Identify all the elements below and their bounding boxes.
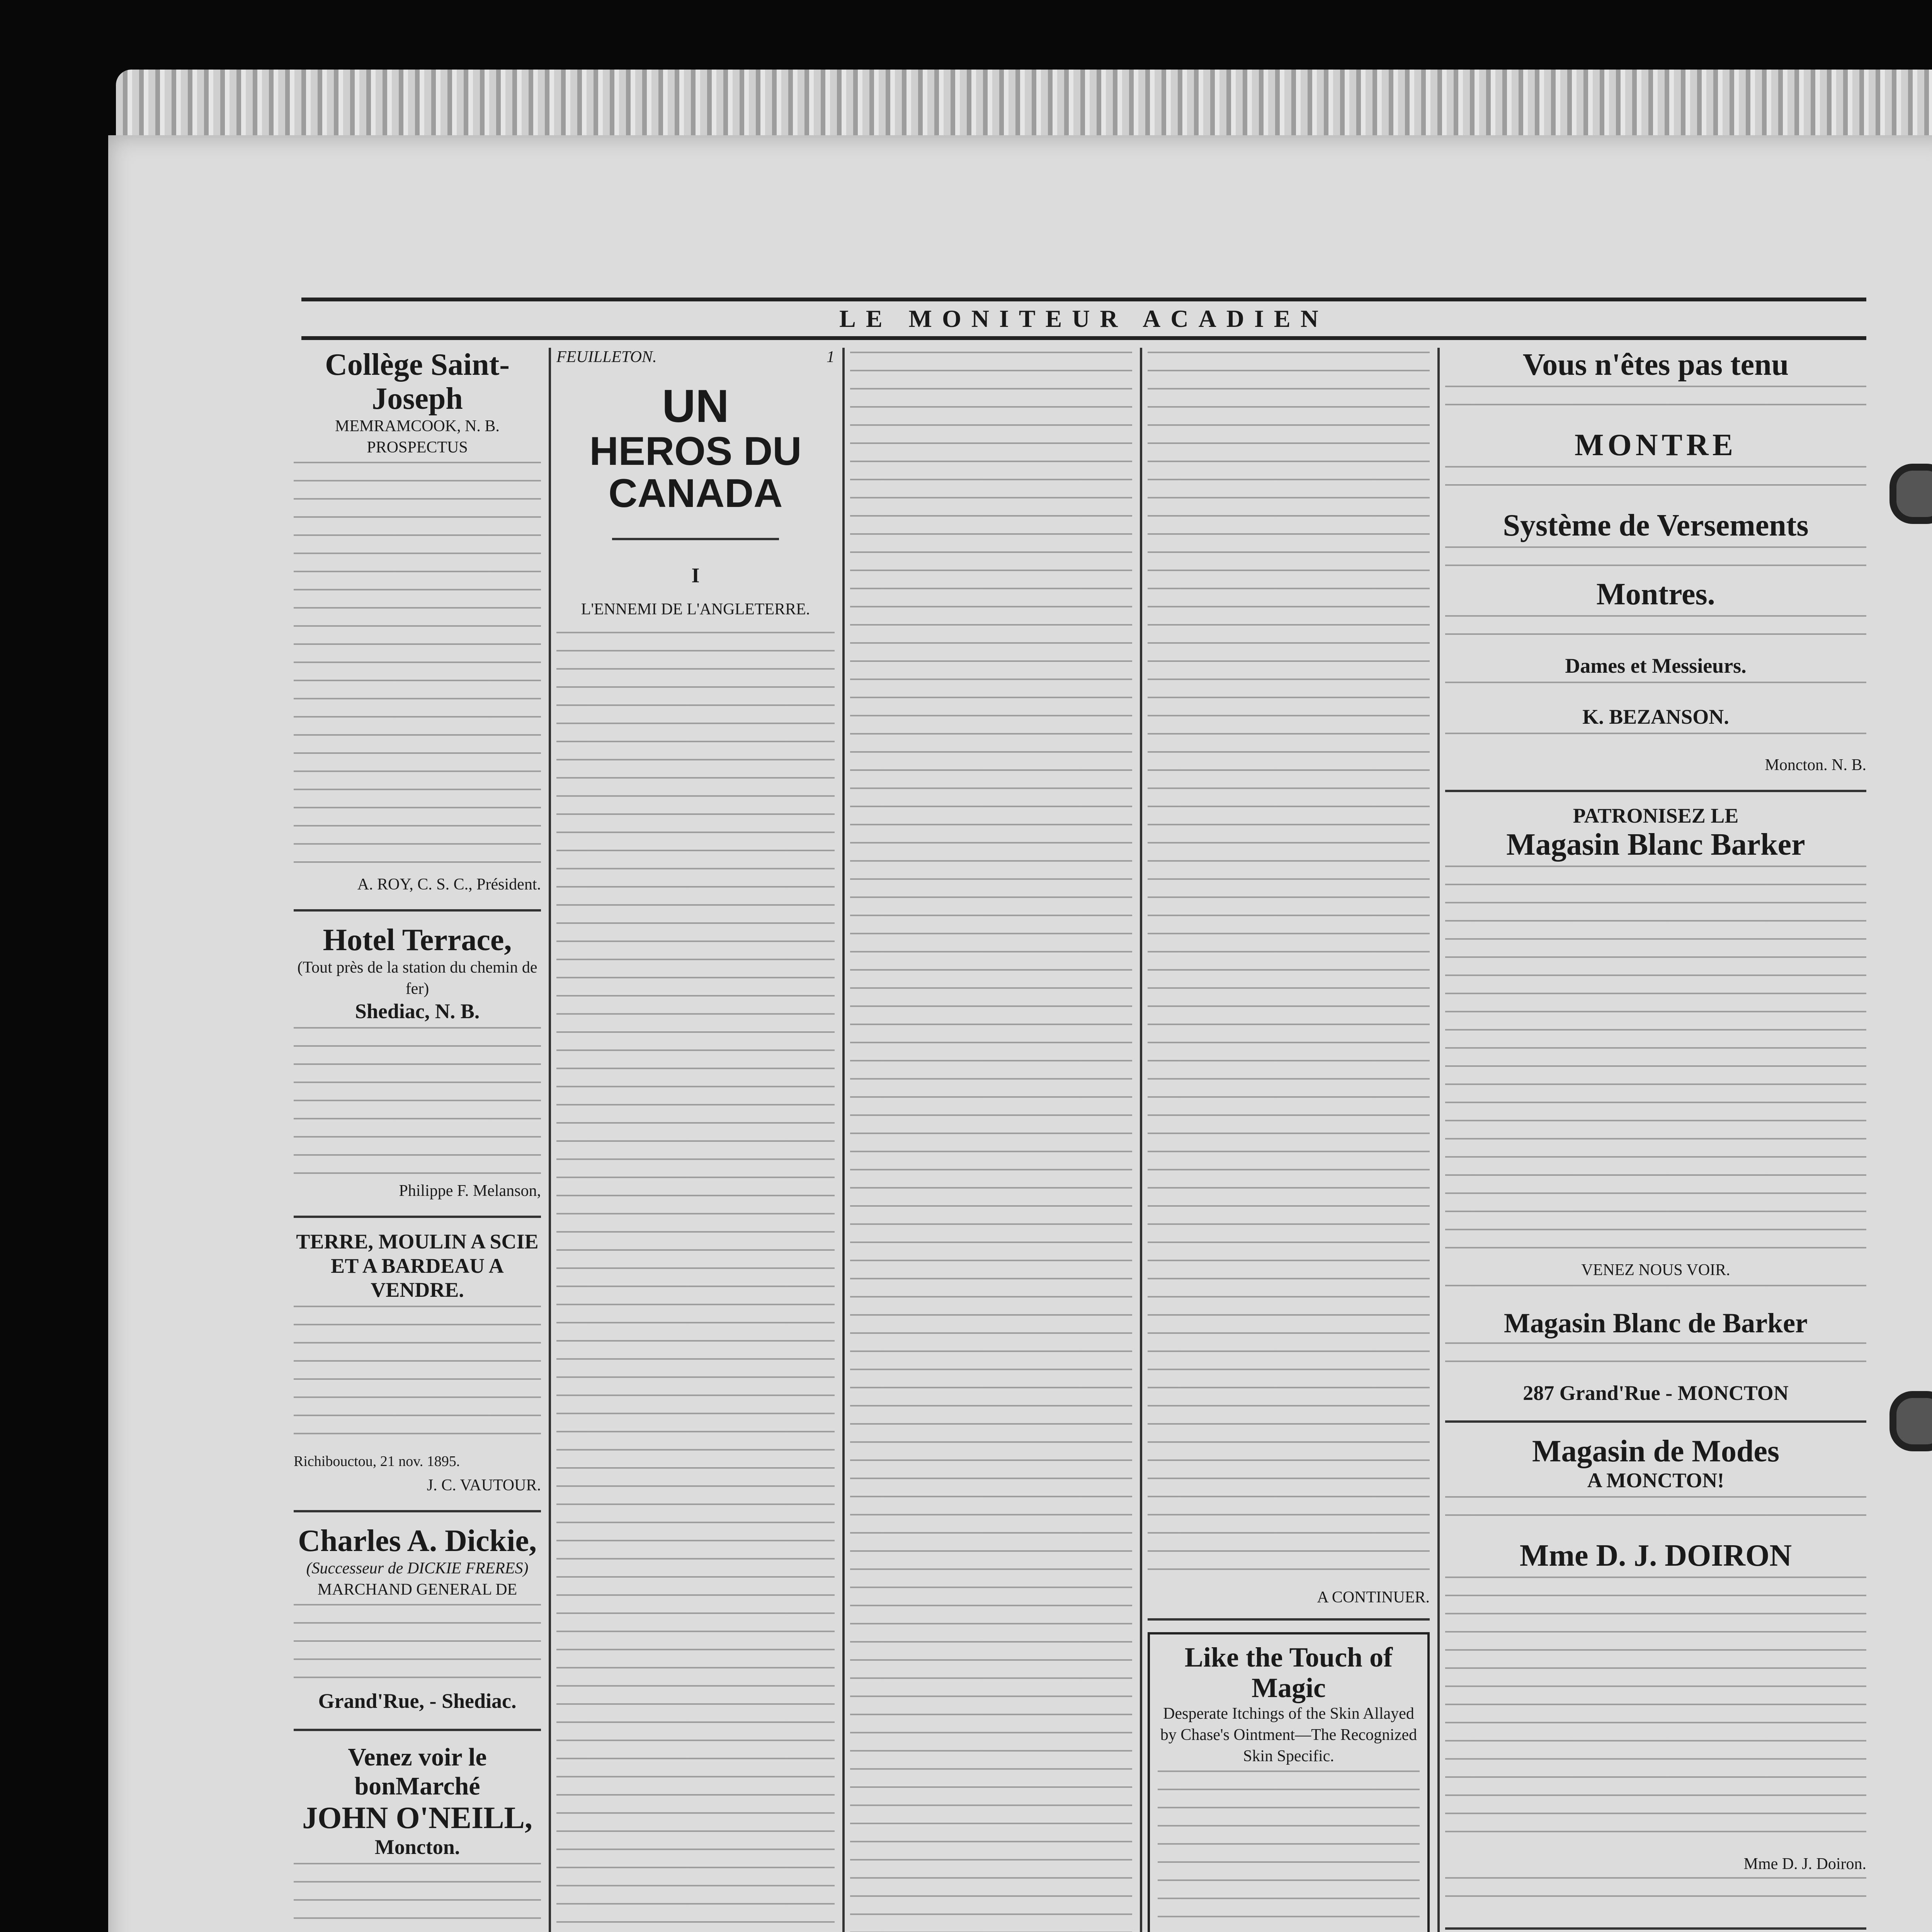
hotel-body-text [294,1027,541,1174]
column-4 [1148,348,1430,1932]
column-rule [1140,348,1142,1932]
doiron-name: Mme D. J. DOIRON [1519,1539,1792,1573]
patronisez: PATRONISEZ LE [1573,804,1739,828]
montre-word: MONTRE [1575,428,1737,462]
hotel-title: Hotel Terrace, [323,923,512,957]
chapter-title: L'ENNEMI DE L'ANGLETERRE. [581,600,810,619]
magic-title: Like the Touch of Magic [1184,1642,1393,1704]
doiron-signature: Mme D. J. Doiron. [1743,1855,1866,1873]
modes-ad [1445,1434,1866,1912]
story-un: UN [662,380,729,432]
barker-body-text [1445,866,1866,1252]
hotel-sub: (Tout près de la station du chemin de fer) [297,959,537,998]
dickie-body-text [294,1604,541,1681]
column-1 [294,348,541,1932]
dickie-title: Charles A. Dickie, [298,1524,537,1558]
college-sub: PROSPECTUS [367,438,468,456]
terre-signature: J. C. VAUTOUR. [427,1476,541,1495]
montre-ad [1445,348,1866,774]
magic-ad [1148,1632,1430,1932]
modes-text [1445,1496,1866,1531]
hotel-ad [294,923,541,1200]
college-signature: A. ROY, C. S. C., Président. [357,876,541,894]
terre-body-text [294,1306,541,1445]
oneill-place: Moncton. [374,1835,460,1859]
column-2 [556,348,835,1932]
modes-text [1445,1577,1866,1847]
montre-text [1445,733,1866,748]
barker-address: 287 Grand'Rue - MONCTON [1523,1381,1789,1405]
binder-ring [1889,464,1932,524]
story-body-text-cont [1148,352,1430,1580]
barker-body-text [1445,1285,1866,1300]
college-ad [294,348,541,894]
montre-text [1445,546,1866,570]
montre-text [1445,466,1866,501]
dickie-ad [294,1524,541,1713]
montre-text [1445,615,1866,646]
column-3 [850,348,1132,1932]
feuilleton-number: 1 [827,348,835,366]
oneill-ad [294,1743,541,1932]
binder-ring [1889,1391,1932,1451]
hotel-signature: Philippe F. Melanson, [399,1182,541,1200]
a-continuer: A CONTINUER. [1317,1588,1430,1606]
systeme-heading: Système de Versements [1503,509,1809,543]
oneill-body-text [294,1863,541,1932]
column-rule [842,348,845,1932]
dames-heading: Dames et Messieurs. [1565,654,1747,677]
terre-ad [294,1230,541,1495]
story-body-text-cont [850,352,1132,1932]
barker-body-text [1445,1342,1866,1373]
terre-title: TERRE, MOULIN A SCIE ET A BARDEAU A VENDRE. [296,1230,539,1301]
montre-headline: Vous n'êtes pas tenu [1522,348,1789,382]
dickie-place: Grand'Rue, - Shediac. [318,1689,517,1713]
dickie-sub: (Successeur de DICKIE FRERES) [306,1560,529,1578]
magic-body-text [1158,1770,1420,1932]
modes-text [1445,1877,1866,1912]
college-title: Collège Saint-Joseph [325,348,510,416]
masthead: LE MONITEUR ACADIEN [301,298,1866,340]
montre-text [1445,386,1866,420]
bezanson-name: K. BEZANSON. [1582,705,1729,729]
bezanson-place: Moncton. N. B. [1765,756,1866,774]
column-5 [1445,348,1866,1932]
dickie-sub2: MARCHAND GENERAL DE [317,1580,517,1599]
college-body-text [294,462,541,867]
terre-date: Richibouctou, 21 nov. 1895. [294,1453,460,1469]
column-rule [549,348,551,1932]
feuilleton-label: FEUILLETON. [556,348,657,366]
column-rule [1437,348,1440,1932]
story-title: HEROS DU CANADA [589,429,802,516]
story-body-text [556,632,835,1932]
venez-nous-voir: VENEZ NOUS VOIR. [1581,1261,1730,1279]
modes-title: Magasin de Modes [1532,1434,1779,1469]
magasin-blanc-de-barker: Magasin Blanc de Barker [1504,1307,1808,1338]
montre-text [1445,682,1866,697]
magasin-blanc-barker: Magasin Blanc Barker [1506,828,1805,862]
oneill-name: JOHN O'NEILL, [302,1801,532,1835]
hotel-place: Shediac, N. B. [355,1000,480,1023]
magic-sub: Desperate Itchings of the Skin Allayed by Chase's Ointment—The Recognized Skin Specific. [1160,1705,1417,1765]
barker-ad [1445,804,1866,1405]
montres-heading: Montres. [1596,577,1715,611]
chapter-number: I [691,564,700,587]
modes-place: A MONCTON! [1587,1469,1725,1492]
venez-title: Venez voir le bonMarché [348,1743,487,1801]
college-place: MEMRAMCOOK, N. B. [335,417,500,435]
